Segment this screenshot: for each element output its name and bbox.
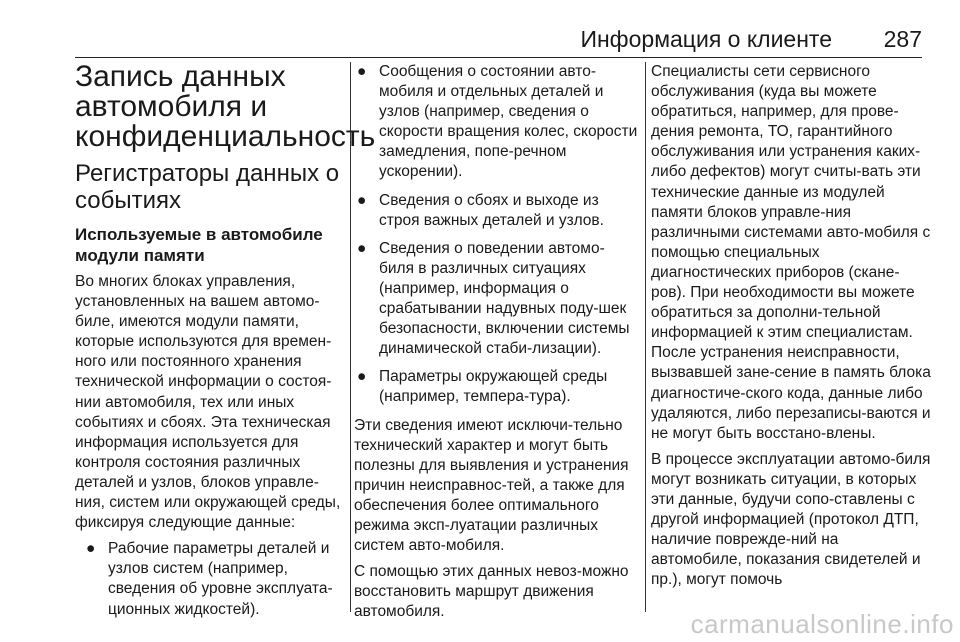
paragraph: Во многих блоках управления, установленных на вашем автомо-биле, имеются модули памяти, которые используются для времен-ного или постоянного хранения технической информации о состоя-нии автомобиля, тех или иных событиях и сбоях. Эта техническая информация используется для контроля состояния различных деталей и узлов, блоков управле-ния, систем или окружающей среды, фиксируя следующие данные:	[75, 273, 341, 532]
paragraph: С помощью этих данных невоз-можно восстановить маршрут движения автомобиля.	[354, 563, 629, 621]
page-header	[75, 18, 922, 58]
list-item: ● Сообщения о состоянии авто-мобиля и отдельных деталей и узлов (например, сведения о скорости вращения колес, скорости замедления, попе-речном ускорении).	[357, 63, 638, 181]
header-rule	[75, 57, 922, 58]
paragraph: В процессе эксплуатации автомо-биля могут возникать ситуации, в которых эти данные, будучи сопо-ставлены с другой информацией (протокол ДТП, наличие поврежде-ний на автомобиле, показания свидетелей и пр.), могут помочь	[651, 450, 931, 589]
list-item: ● Параметры окружающей среды (например, темпера-тура).	[357, 368, 608, 406]
list-item: ● Сведения о сбоях и выходе из строя важных деталей и узлов.	[357, 191, 604, 229]
list-item: ● Сведения о поведении автомо-биля в различных ситуациях (например, информация о срабатывании надувных поду-шек безопасности, включении системы динамической стаби-лизации).	[357, 239, 630, 358]
column-3	[651, 62, 931, 612]
bullet-icon: ●	[357, 239, 367, 257]
subsection-heading: Используемые в автомобиле модули памяти	[75, 225, 323, 265]
chapter-heading: Запись данных автомобиля и конфиденциальность	[75, 60, 376, 153]
column-1	[75, 60, 376, 618]
column-divider-2	[645, 62, 646, 612]
section-heading: Регистраторы данных о событиях	[75, 160, 340, 214]
bullet-icon: ●	[357, 191, 367, 209]
paragraph: Эти сведения имеют исключи-тельно технический характер и могут быть полезны для выявления и устранения причин неисправнос-тей, а также для обеспечения более оптимального режима эксп-луатации различных систем авто-мобиля.	[354, 416, 629, 555]
bullet-icon: ●	[86, 540, 96, 558]
bullet-icon: ●	[357, 368, 367, 386]
bullet-list	[75, 539, 347, 619]
section-title: Информация о клиенте	[580, 26, 832, 52]
column-2	[354, 62, 639, 621]
watermark: carmanualsonline.info	[690, 609, 954, 639]
bullet-icon: ●	[357, 63, 367, 80]
page-number: 287	[883, 26, 922, 52]
list-item: ● Рабочие параметры деталей и узлов систем (например, сведения об уровне эксплуата-ционных жидкостей).	[86, 540, 333, 618]
bullet-list	[354, 62, 639, 408]
paragraph: Специалисты сети сервисного обслуживания (куда вы можете обратиться, например, для прове-дения ремонта, ТО, гарантийного обслуживания или устранения каких-либо дефектов) могут считы-вать эти технические данные из модулей памяти блоков управле-ния различными системами авто-мобиля с помощью специальных диагностических приборов (скане-ров). При необходимости вы можете обратиться за дополни-тельной информацией к этим специалистам. После устранения неисправности, вызвавшей зане-сение в память блока диагностиче-ского кода, данные либо удаляются, либо перезаписы-ваются и не могут быть восстано-влены.	[651, 63, 931, 442]
